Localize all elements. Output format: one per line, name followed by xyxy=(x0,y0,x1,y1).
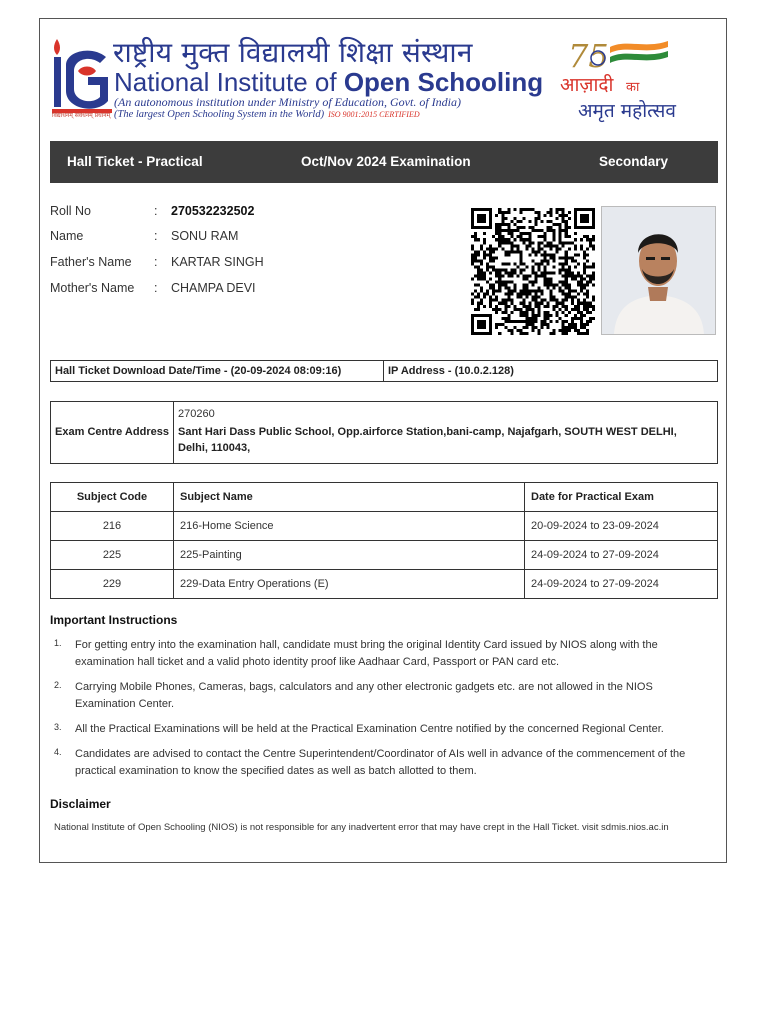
english-title: National Institute of Open Schooling xyxy=(114,67,544,97)
download-datetime: Hall Ticket Download Date/Time - (20-09-2024 08:09:16) xyxy=(55,365,342,377)
candidate-photo xyxy=(601,206,716,335)
practical-date: 24-09-2024 to 27-09-2024 xyxy=(525,541,718,570)
iso-certified: ISO 9001:2015 CERTIFIED xyxy=(328,110,420,119)
tagline-largest: (The largest Open Schooling System in the World) ISO 9001:2015 CERTIFIED xyxy=(114,109,420,120)
subject-code: 225 xyxy=(51,541,174,570)
exam-level: Secondary xyxy=(598,154,668,169)
divider xyxy=(383,361,384,381)
candidate-portrait-icon xyxy=(602,207,715,334)
hall-ticket: विद्याधनम् सर्वधनम् प्रधानम् राष्ट्रीय मुक्त विद्यालयी शिक्षा संस्थान National Institute of Open Schooling (An autonomous institution under Ministry of Education, Govt. of India) (The largest Open Schooling System in the World) ISO 9001:2015 CERTIFIED 75 आज़ादी का अमृत महोत्सव Hall Ticket - Practical Oct/Nov 2024 Examination Secondary Roll No : 270532232502 Name : SONU RAM Father's Name : KARTAR SINGH Mother's Name : CHAMPA DEVI Hall Ticket Download Date/Time - (20-09-2024 08:09:16) IP Address - (10.0.2.128) Exam Centre Address 270260 Sant Hari Dass Public School, Opp.airforce Station,bani-camp, Najafgarh, SOUTH WEST DELHI, Delhi, 110043, Subject Code Subject Name Date for Practical Exam 216 216-Home Science 20-09-2024 to 23-09-2024 225 225-Painting 24-09-2024 to 27-09-2024 229 229-Data Entry Operations (E) 24-09-2024 to 27-09-2024 Important Instructions 1. For getting entry into the examination hall, candidate must bring the original Identity Card issued by NIOS along with the examination hall ticket and a valid photo identity proof like Aadhaar Card, Passport or PAN card etc. 2. Carrying Mobile Phones, Cameras, bags, calculators and any other electronic gadgets etc. are not allowed in the NIOS Examination Center. 3. All the Practical Examinations will be held at the Practical Examination Centre notified by the concerned Regional Center. 4. Candidates are advised to contact the Centre Superintendent/Coordinator of AIs well in advance of the commencement of the practical examination to know the specified dates as well as batch allotted to them. Disclaimer National Institute of Open Schooling (NIOS) is not responsible for any inadvertent error that may have crept in the Hall Ticket. visit sdmis.nios.ac.in xyxy=(39,18,727,863)
mother-name-value: CHAMPA DEVI xyxy=(171,281,256,295)
exam-centre-box xyxy=(50,401,718,464)
hall-ticket-type: Hall Ticket - Practical xyxy=(67,154,203,169)
tagline-autonomous: (An autonomous institution under Ministry of Education, Govt. of India) xyxy=(114,95,461,109)
subject-name: 225-Painting xyxy=(174,541,525,570)
exam-centre-label: Exam Centre Address xyxy=(51,402,174,463)
table-row xyxy=(51,541,718,570)
subject-name: 216-Home Science xyxy=(174,512,525,541)
col-practical-date: Date for Practical Exam xyxy=(525,483,718,512)
qr-code-icon xyxy=(471,208,595,335)
nios-logo-icon xyxy=(52,35,112,121)
azadi-ka-amrit-mahotsav-logo xyxy=(556,31,694,127)
svg-text:75: 75 xyxy=(568,37,609,75)
exam-session: Oct/Nov 2024 Examination xyxy=(301,154,471,169)
disclaimer-text: National Institute of Open Schooling (NIOS) is not responsible for any inadvertent error that may have crept in the Hall Ticket. visit sdmis.nios.ac.in xyxy=(54,822,669,833)
svg-text:आज़ादी: आज़ादी xyxy=(560,74,614,96)
col-subject-code: Subject Code xyxy=(51,483,174,512)
logo-motto: विद्याधनम् सर्वधनम् प्रधानम् xyxy=(52,112,111,119)
practical-date: 24-09-2024 to 27-09-2024 xyxy=(525,570,718,599)
table-row xyxy=(51,570,718,599)
practical-date: 20-09-2024 to 23-09-2024 xyxy=(525,512,718,541)
svg-text:का: का xyxy=(626,80,640,95)
ip-address: IP Address - (10.0.2.128) xyxy=(388,365,514,377)
exam-centre-code: 270260 xyxy=(178,408,215,420)
name-value: SONU RAM xyxy=(171,229,239,243)
svg-text:अमृत महोत्सव: अमृत महोत्सव xyxy=(578,100,676,122)
subject-code: 229 xyxy=(51,570,174,599)
exam-centre-address: Sant Hari Dass Public School, Opp.airforce Station,bani-camp, Najafgarh, SOUTH WEST DELHI, Delhi, 110043, xyxy=(178,426,677,454)
instructions-title: Important Instructions xyxy=(50,613,178,627)
father-name-value: KARTAR SINGH xyxy=(171,255,264,269)
table-header-row xyxy=(51,483,718,512)
hindi-title: राष्ट्रीय मुक्त विद्यालयी शिक्षा संस्थान xyxy=(113,36,473,69)
subject-name: 229-Data Entry Operations (E) xyxy=(174,570,525,599)
subjects-table xyxy=(50,482,718,599)
disclaimer-title: Disclaimer xyxy=(50,797,111,811)
subject-code: 216 xyxy=(51,512,174,541)
exam-banner xyxy=(50,141,718,183)
table-row xyxy=(51,512,718,541)
azadi-emblem-icon xyxy=(556,31,694,127)
download-info-row xyxy=(50,360,718,382)
col-subject-name: Subject Name xyxy=(174,483,525,512)
roll-no-value: 270532232502 xyxy=(171,204,255,218)
